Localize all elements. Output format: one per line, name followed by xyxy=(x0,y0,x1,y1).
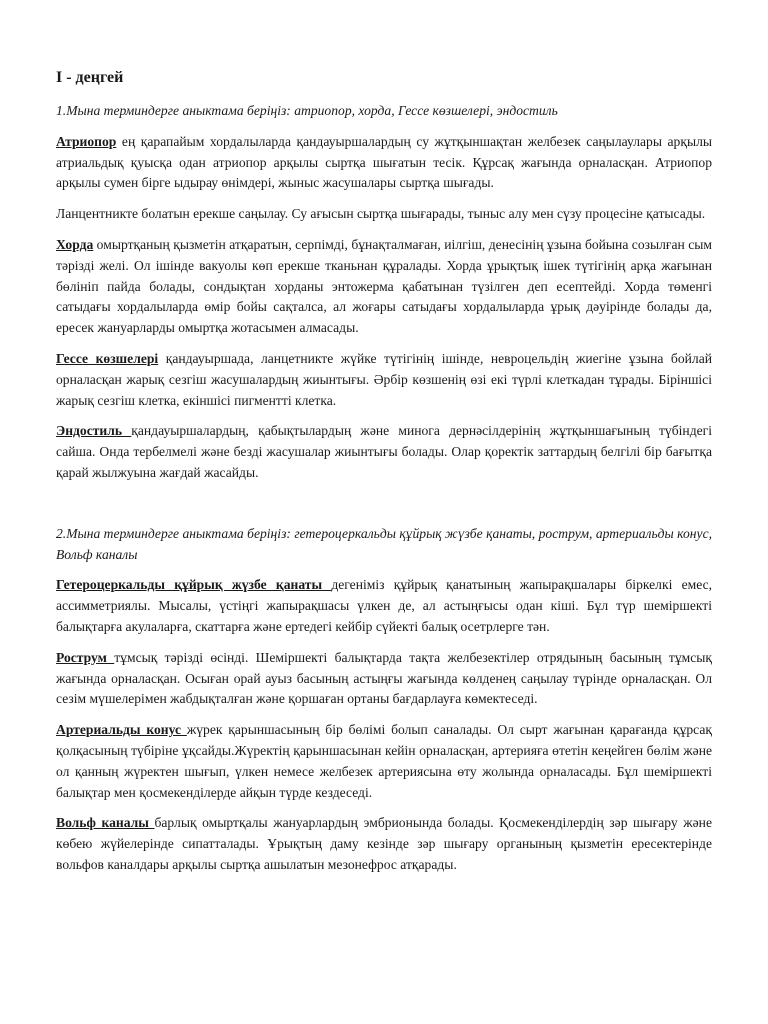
term-conus: Артериальды конус xyxy=(56,722,187,738)
definition-hesse-text: қандауыршада, ланцетникте жүйке түтігінің ішінде, невроцельдің жиегіне ұзына бойлай орналасқан жарық сезгіш жасушалардың жиынтығы. Әрбір көзшенің өзі екі түрлі клеткадан тұрады. Біріншісі жарық сезгіш клетка, екіншісі пигментті клетка. xyxy=(56,350,713,408)
definition-atriopor-text: ең қарапайым хордалыларда қандауыршалардың су жұтқыншақтан желбезек саңылаулары арқылы атриальдық қуысқа одан атриопор арқылы сыртқа шығатын тесік. Құрсақ жағында орналасқан. Атриопор арқылы сумен бірге ыдырау өнімдері, жыныс жасушалары сыртқа шығады. xyxy=(56,133,712,191)
definition-wolff xyxy=(56,813,712,875)
level-heading: I - деңгей xyxy=(56,69,124,86)
definition-hesse xyxy=(56,349,712,411)
definition-endostyle xyxy=(56,421,712,483)
term-rostrum: Рострум xyxy=(56,649,115,665)
definition-wolff-text: барлық омыртқалы жануарлардың эмбрионында болады. Қосмекенділердің зәр шығару және көбею жүйелерінде сипатталады. Ұрықтың даму кезінде зәр шығару органының қызметін ересектерінде вольфов каналдары арқылы сыртқа ашылатын мезонефрос атқарады. xyxy=(56,815,712,872)
term-atriopor: Атриопор xyxy=(56,133,117,149)
term-wolff: Вольф каналы xyxy=(56,815,155,831)
definition-atriopor xyxy=(56,132,712,194)
question-2: 2.Мына терминдерге аныктама беріңіз: гетероцеркальды құйрық жүзбе қанаты, рострум, артериальды конус, Вольф каналы xyxy=(56,525,712,562)
term-heterocercal: Гетероцеркальды құйрық жүзбе қанаты xyxy=(56,577,332,593)
definition-chorda xyxy=(56,235,712,339)
section-spacer xyxy=(56,494,712,524)
term-chorda: Хорда xyxy=(56,236,94,252)
term-endostyle: Эндостиль xyxy=(56,423,132,439)
definition-chorda-text: омыртқаның қызметін атқаратын, серпімді, бұнақталмаған, иілгіш, денесінің ұзына бойына созылған сым тәрізді желі. Ол ішінде вакуолы көп ерекше тканьнан құралады. Хорда ұрықтық ішек түтігінің арқа жағынан бөлiнiп пайда болады, сондықтан хорданы энтожерма қабатынан түзілген деп есептейді. Хорда төменгі сатыдағы хордалыларда өмір бойы сақталса, ал жоғары сатыдағы хордалыларда ұрық дәуірінде болады да, ересек жануарларды омыртқа жотасымен алмасады. xyxy=(56,236,712,336)
term-hesse: Гессе көзшелері xyxy=(56,350,159,366)
question-1: 1.Мына терминдерге аныктама беріңіз: атриопор, хорда, Гессе көзшелері, эндостиль xyxy=(56,103,558,118)
definition-conus xyxy=(56,720,712,803)
definition-conus-text: жүрек қарыншасының бір бөлімі болып саналады. Ол сырт жағынан қарағанда құрсақ қолқасының түбіріне ұқсайды.Жүректің қарыншасынан кейін орналасқан, артерияға өтетін кеңейген бөлім және ол қанның жүректен шығып, үлкен немесе желбезек артериясына өту жолында орналасады. Бұл шеміршекті балықтар мен қосмекенділерде айқын түрде кездеседі. xyxy=(56,722,713,800)
definition-heterocercal xyxy=(56,575,712,637)
document-page xyxy=(56,66,712,886)
definition-rostrum xyxy=(56,648,712,710)
definition-rostrum-text: тұмсық тәрізді өсінді. Шеміршекті балықтарда тақта желбезектілер отрядының басының тұмсық жағында орналасқан. Осыған орай ауыз басының астыңғы жағында көлденең саңылау түрінде орналасқан. Ол сезім мүшелерімен жабдықталған және қоршаған ортаны бағдарлауға көмектеседі. xyxy=(56,649,712,707)
definition-heterocercal-text: дегеніміз құйрық қанатының жапырақшалары біркелкі емес, ассимметриялы. Мысалы, үстіңгі жапырақшасы үлкен де, ал астыңғысы одан кіші. Бұл түр шеміршекті балықтарға акулаларға, скаттарға және ертедегі кейбір сүйекті балық осетрлерге тән. xyxy=(56,577,713,634)
lancet-paragraph: Ланцентникте болатын ерекше саңылау. Су ағысын сыртқа шығарады, тыныс алу мен сүзу процесіне қатысады. xyxy=(56,206,706,222)
definition-endostyle-text: қандауыршалардың, қабықтылардың және минога дернәсілдерінің жұтқыншағының түбіндегі сайша. Онда тербелмелі және безді жасушалар жиынтығы болады. Олар қоректік заттардың белгілі бір бағытқа қарай жылжуына жағдай жасайды. xyxy=(56,423,712,480)
